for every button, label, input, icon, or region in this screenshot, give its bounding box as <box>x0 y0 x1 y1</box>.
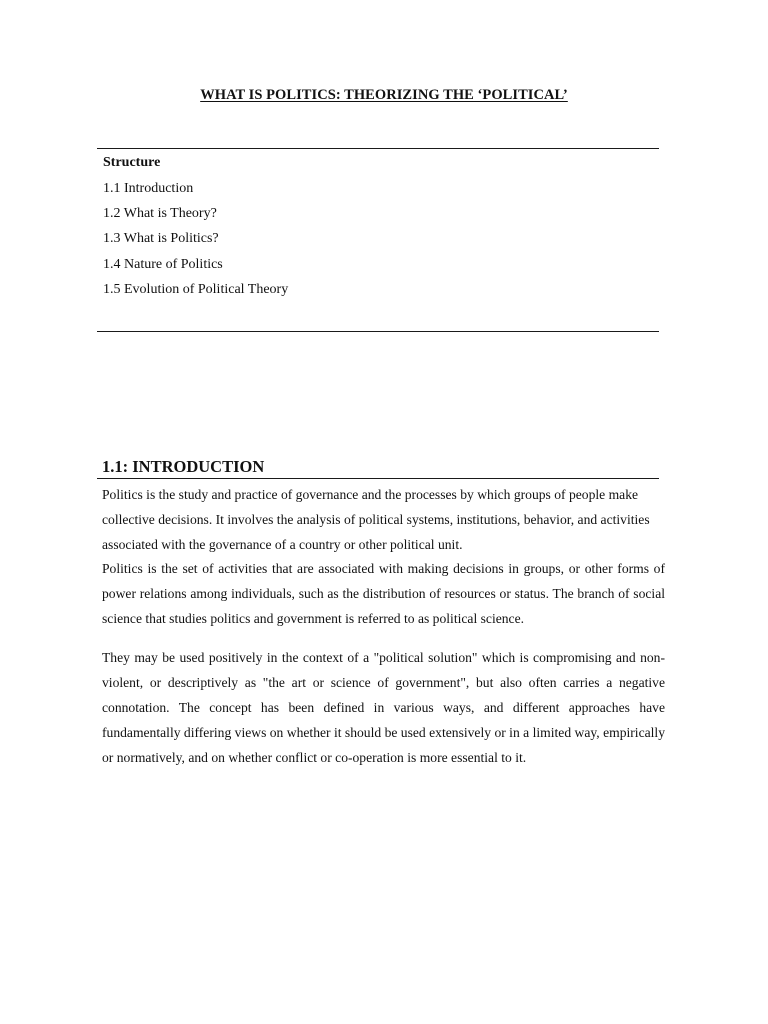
structure-item: 1.1 Introduction <box>103 181 194 196</box>
structure-list <box>103 180 288 306</box>
page-title: WHAT IS POLITICS: THEORIZING THE ‘POLITICAL’ <box>200 87 568 103</box>
body-paragraph: Politics is the study and practice of governance and the processes by which groups of people make collective decisions. It involves the analysis of political systems, institutions, behavior, and activities associated with the governance of a country or other political unit. <box>102 487 650 552</box>
body-paragraph: They may be used positively in the context of a "political solution" which is compromising and non-violent, or descriptively as "the art or science of government", but also often carries a negative connotation. The concept has been defined in various ways, and different approaches have fundamentally differing views on whether it should be used extensively or in a limited way, empirically or normatively, and on whether conflict or co-operation is more essential to it. <box>102 650 665 765</box>
structure-item: 1.2 What is Theory? <box>103 206 217 222</box>
body-paragraph: Politics is the set of activities that are associated with making decisions in groups, or other forms of power relations among individuals, such as the distribution of resources or status. The branch of social science that studies politics and government is referred to as political science. <box>102 561 665 626</box>
structure-item: 1.3 What is Politics? <box>103 231 219 247</box>
structure-top-divider <box>97 148 659 149</box>
section-heading-underline <box>97 478 659 479</box>
section-heading: 1.1: INTRODUCTION <box>102 457 265 476</box>
structure-item: 1.4 Nature of Politics <box>103 256 223 272</box>
structure-bottom-divider <box>97 331 659 332</box>
structure-item: 1.5 Evolution of Political Theory <box>103 281 289 297</box>
structure-heading: Structure <box>103 155 161 170</box>
